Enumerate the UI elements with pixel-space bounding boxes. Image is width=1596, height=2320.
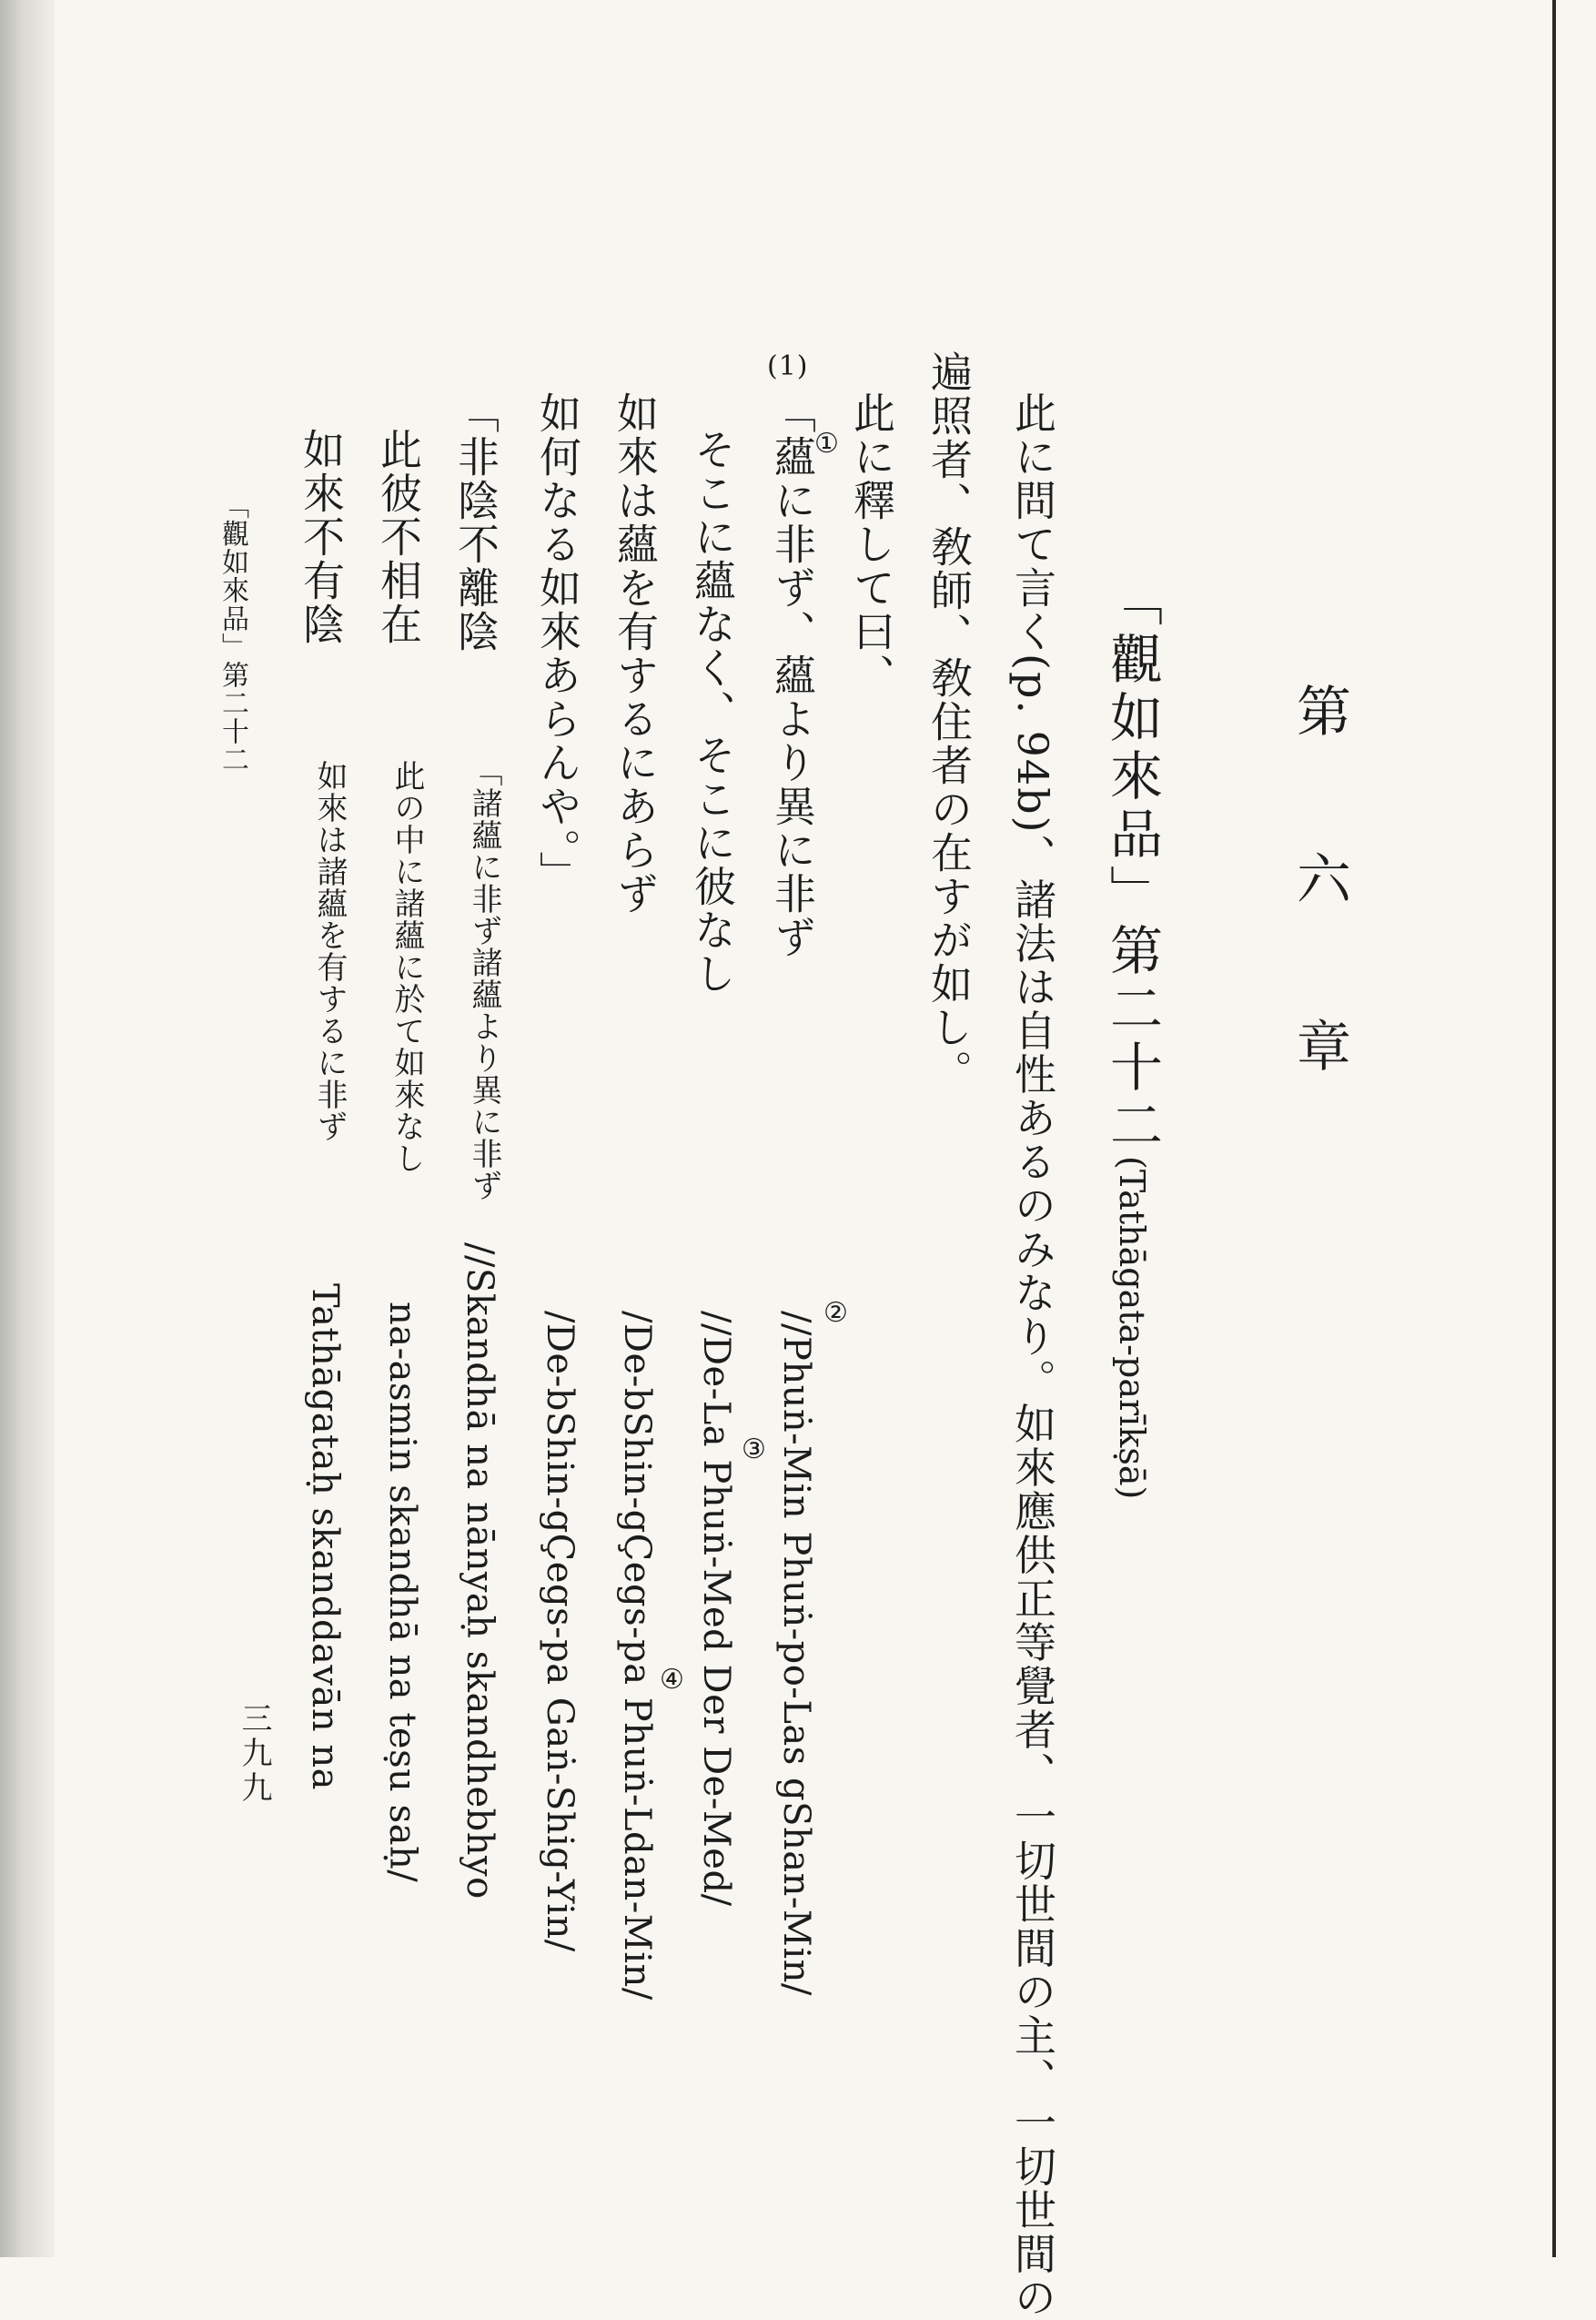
chapter-heading: 第 六 章 (1288, 683, 1351, 1101)
chinese-verse-gloss-2: 此の中に諸蘊に於て如來なし (389, 760, 425, 1174)
verse-line-1: 「蘊に非ず、蘊より異に非ず (768, 391, 817, 959)
footnote-mark-1: ① (814, 428, 839, 460)
intro-line: 此に釋して曰、 (847, 391, 896, 697)
scan-edge-right (1552, 0, 1556, 2257)
verse-line-3: 如來は蘊を有するにあらず (611, 391, 660, 916)
footnote-mark-3: ③ (742, 1434, 766, 1465)
footnote-mark-4: ④ (660, 1664, 684, 1696)
chinese-verse-line-3: 如來不有陰 (297, 428, 346, 646)
verse-line-4: 如何なる如來あらんや。」 (533, 391, 582, 895)
tibetan-line-4: /De-bShin-gÇegs-pa Gaṅ-Shig-Yin/ (539, 1311, 581, 1952)
scan-shadow-left (0, 0, 55, 2257)
tibetan-line-3: /De-bShin-gÇegs-pa Phuṅ-Ldan-Min/ (616, 1311, 658, 2001)
verse-line-2: そこに蘊なく、そこに彼なし (688, 428, 737, 996)
paragraph-line-2: 遍照者、敎師、敎住者の在すが如し。 (924, 350, 974, 1093)
footnote-mark-2: ② (823, 1297, 848, 1329)
chapter-title (1101, 573, 1163, 1500)
chinese-verse-line-2: 此彼不相在 (374, 428, 423, 646)
chapter-title-main: 「觀如來品」第二十二 (1101, 573, 1163, 1156)
chinese-verse-gloss-1: 「諸蘊に非ず諸蘊より異に非ず (466, 755, 502, 1201)
verse-number: (1) (767, 350, 809, 382)
paragraph-line-1: 此に問て言く(p. 94b)、諸法は自性あるのみなり。如來應供正等覺者、一切世間の主、一切世間の (1008, 391, 1057, 2320)
sanskrit-line-3: Tathāgataḥ skanddavān na (304, 1283, 346, 1790)
chinese-verse-gloss-3: 如來は諸蘊を有するに非ず (311, 760, 348, 1142)
tibetan-line-1: //Phuṅ-Min Phuṅ-po-Las gShan-Min/ (775, 1311, 817, 1996)
page-number: 三九九 (236, 1702, 272, 1806)
chapter-title-sanskrit: (Tathāgata-parīkṣā) (1112, 1156, 1152, 1500)
chinese-verse-line-1: 「非陰不離陰 (451, 391, 500, 653)
running-footer: 「觀如來品」第二十二 (217, 491, 248, 774)
sanskrit-line-1: //Skandhā na nānyaḥ skandhebhyo (459, 1242, 500, 1900)
sanskrit-line-2: na-asmin skandhā na teṣu saḥ/ (381, 1302, 423, 1883)
tibetan-line-2: //De-La Phuṅ-Med Der De-Med/ (695, 1311, 737, 1907)
